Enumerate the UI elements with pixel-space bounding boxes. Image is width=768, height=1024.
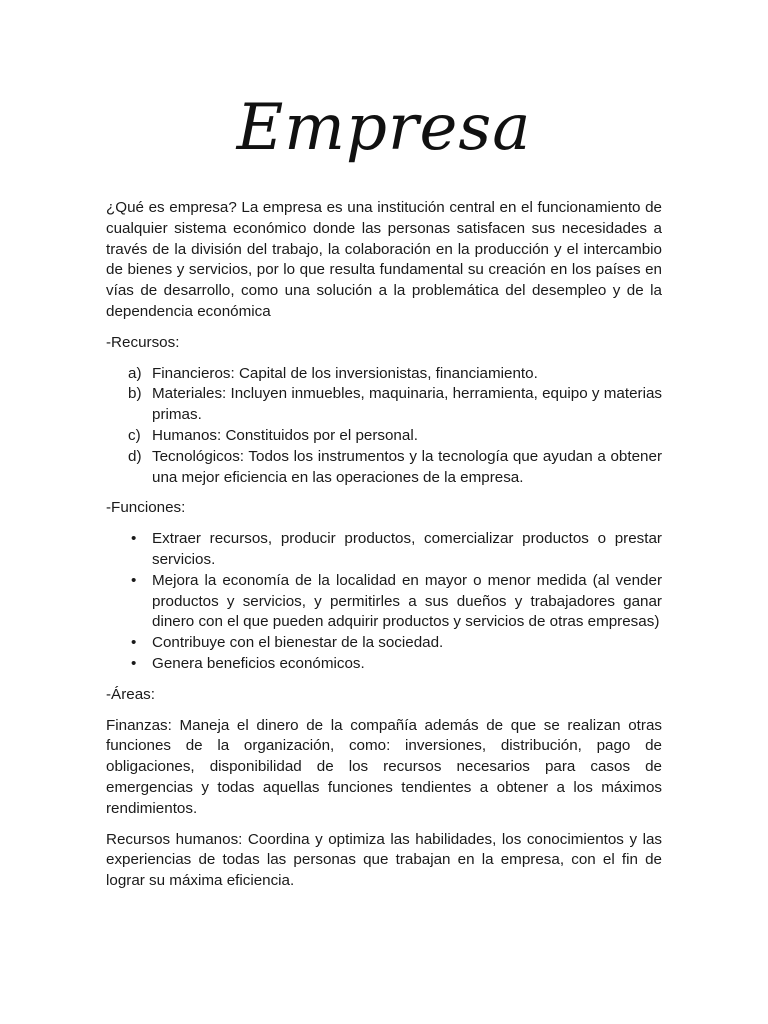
list-item-text: Humanos: Constituidos por el personal. — [152, 426, 418, 444]
recursos-humanos-paragraph: Recursos humanos: Coordina y optimiza las habilidades, los conocimientos y las experiencias de todas las personas que trabajan en la empresa, con el fin de lograr su máxima eficiencia. — [106, 830, 662, 890]
bullet-icon: • — [131, 530, 137, 548]
list-item-text: Genera beneficios económicos. — [152, 654, 365, 672]
list-item-text: Contribuye con el bienestar de la sociedad. — [152, 634, 444, 652]
bullet-icon: • — [131, 571, 137, 589]
list-item-text: Materiales: Incluyen inmuebles, maquinaria, herramienta, equipo y materias primas. — [152, 385, 662, 424]
list-item — [106, 633, 662, 654]
list-item — [106, 447, 662, 489]
list-item — [106, 571, 662, 633]
finanzas-paragraph: Finanzas: Maneja el dinero de la compañía además de que se realizan otras funciones de la organización, como: inversiones, distribución, pago de obligaciones, disponibilidad de los recursos necesarios para casos de emergencias y todas aquellas funciones tendientes a obtener a los máximos rendimientos. — [106, 716, 662, 817]
list-item — [106, 384, 662, 426]
list-item-text: Financieros: Capital de los inversionistas, financiamiento. — [152, 364, 538, 382]
recursos-list — [106, 364, 662, 489]
list-marker: c) — [128, 426, 141, 444]
bullet-icon: • — [131, 654, 137, 672]
list-item — [106, 426, 662, 447]
list-marker: a) — [128, 364, 142, 382]
list-item-text: Extraer recursos, producir productos, comercializar productos o prestar servicios. — [152, 530, 662, 568]
recursos-heading: -Recursos: — [106, 333, 180, 351]
page-title: Empresa — [236, 91, 532, 165]
list-item — [106, 529, 662, 571]
intro-paragraph: ¿Qué es empresa? La empresa es una institución central en el funcionamiento de cualquier sistema económico donde las personas satisfacen sus necesidades a través de la división del trabajo, la colaboración en la producción y el intercambio de bienes y servicios, por lo que resulta fundamental su creación en los países en vías de desarrollo, como una solución a la problemática del desempleo y de la dependencia económica — [106, 199, 662, 320]
funciones-list — [106, 529, 662, 675]
list-marker: d) — [128, 447, 142, 465]
list-item-text: Mejora la economía de la localidad en mayor o menor medida (al vender productos y servicios, y permitirles a sus dueños y trabajadores ganar dinero con el que pueden adquirir productos y servicios de otras empresas) — [152, 571, 662, 631]
list-item-text: Tecnológicos: Todos los instrumentos y la tecnología que ayudan a obtener una mejor eficiencia en las operaciones de la empresa. — [152, 447, 662, 486]
bullet-icon: • — [131, 634, 137, 652]
areas-heading: -Áreas: — [106, 685, 155, 703]
funciones-heading: -Funciones: — [106, 499, 186, 517]
list-item — [106, 654, 662, 675]
list-marker: b) — [128, 385, 142, 403]
document-body — [106, 198, 662, 902]
list-item — [106, 364, 662, 385]
